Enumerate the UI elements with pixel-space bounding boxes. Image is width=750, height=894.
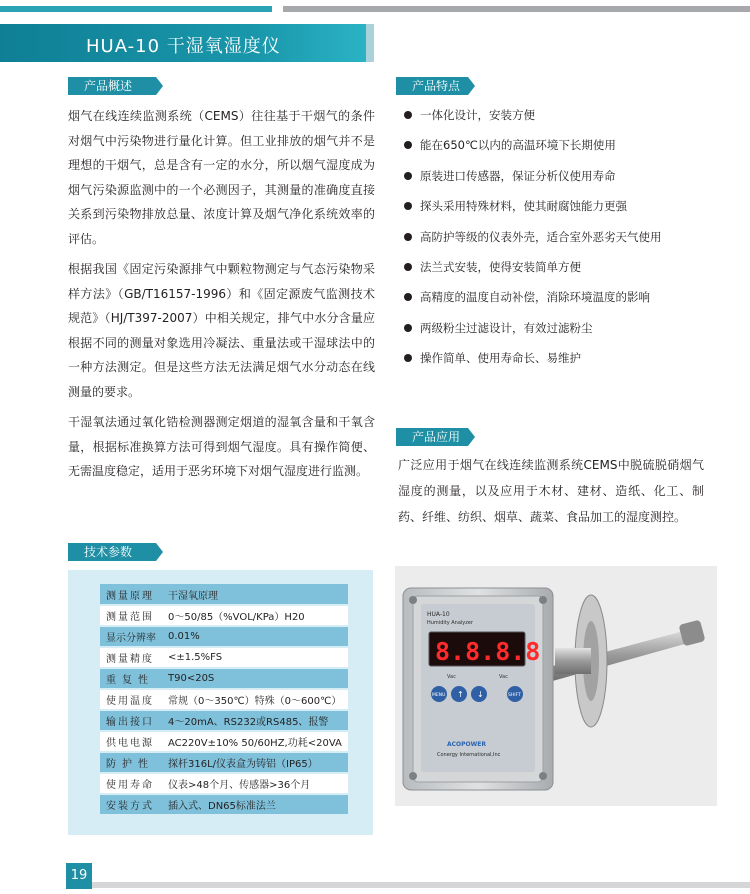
table-row: 显示分辨率 0.01% <box>100 626 348 647</box>
title-band <box>0 24 366 62</box>
feature-item: 高防护等级的仪表外壳，适合室外恶劣天气使用 <box>404 226 724 256</box>
overview-paragraph-1: 烟气在线连续监测系统（CEMS）往往基于干烟气的条件对烟气中污染物进行量化计算。但工业排放的烟气并不是理想的干烟气，总是含有一定的水分，所以烟气湿度成为烟气污染源监测中的一个必测因子，其测量的准确度直接关系到污染物排放总量、浓度计算及烟气净化系统效率的评估。 <box>68 109 375 246</box>
table-row: 测量精度 <±1.5%FS <box>100 647 348 668</box>
bullet-icon <box>404 293 412 301</box>
bullet-icon <box>404 263 412 271</box>
overview-paragraph-2: 根据我国《固定污染源排气中颗粒物测定与气态污染物采样方法》（GB/T16157-1996）和《固定源废气监测技术规范》（HJ/T397-2007）中相关规定，排气中水分含量应根据不同的测量对象选用冷凝法、重量法或干湿球法中的一种方法测定。但是这些方法无法满足烟气水分动态在线测量的要求。 <box>68 262 375 399</box>
top-accent-bar <box>0 6 272 12</box>
page-number: 19 <box>66 863 92 889</box>
feature-item: 两级粉尘过滤设计，有效过滤粉尘 <box>404 317 724 347</box>
bullet-icon <box>404 172 412 180</box>
device-model-label: HUA-10 <box>427 611 450 618</box>
table-row: 输出接口 4～20mA、RS232或RS485、报警 <box>100 710 348 731</box>
device-menu-button-label: MENU <box>432 693 446 698</box>
table-row: 重复性 T90<20S <box>100 668 348 689</box>
device-indicator-left: Vac <box>447 674 456 680</box>
section-heading-specs: 技术参数 <box>68 543 156 561</box>
device-display-reading: 8.8.8.8 <box>435 637 541 666</box>
device-brand-label: ACOPOWER <box>447 741 486 748</box>
page-title: HUA-10 干湿氧湿度仪 <box>86 36 281 57</box>
bullet-icon <box>404 324 412 332</box>
section-heading-application: 产品应用 <box>396 428 468 446</box>
bullet-icon <box>404 233 412 241</box>
table-row: 测量原理 干湿氧原理 <box>100 584 348 605</box>
feature-item: 探头采用特殊材料，使其耐腐蚀能力更强 <box>404 195 724 225</box>
table-row: 供电电源 AC220V±10% 50/60HZ,功耗<20VA <box>100 731 348 752</box>
feature-item: 操作简单、使用寿命长、易维护 <box>404 347 724 377</box>
feature-list <box>404 104 724 378</box>
overview-paragraph-3: 干湿氧法通过氧化锆检测器测定烟道的湿氧含量和干氧含量，根据标准换算方法可得到烟气湿度。具有操作简便、无需温度稳定，适用于恶劣环境下对烟气湿度进行监测。 <box>68 415 375 478</box>
feature-item: 原装进口传感器，保证分析仪使用寿命 <box>404 165 724 195</box>
section-heading-overview: 产品概述 <box>68 77 156 95</box>
table-row: 使用温度 常规（0～350℃）特殊（0～600℃） <box>100 689 348 710</box>
bullet-icon <box>404 111 412 119</box>
feature-item: 高精度的温度自动补偿，消除环境温度的影响 <box>404 286 724 316</box>
table-row: 防护性 探杆316L/仪表盒为铸铝（IP65） <box>100 752 348 773</box>
spec-table <box>100 584 348 816</box>
device-indicator-right: Vac <box>499 674 508 680</box>
table-row: 使用寿命 仪表>48个月、传感器>36个月 <box>100 773 348 794</box>
section-heading-features: 产品特点 <box>396 77 468 95</box>
feature-item: 能在650℃以内的高温环境下长期使用 <box>404 134 724 164</box>
device-shift-button-label: SHIFT <box>508 693 521 698</box>
svg-text:↑: ↑ <box>457 690 464 699</box>
application-paragraph: 广泛应用于烟气在线连续监测系统CEMS中脱硫脱硝烟气湿度的测量，以及应用于木材、建材、造纸、化工、制药、纤维、纺织、烟草、蔬菜、食品加工的湿度测控。 <box>398 458 704 524</box>
table-row: 测量范围 0～50/85（%VOL/KPa）H20 <box>100 605 348 626</box>
feature-item: 法兰式安装，使得安装简单方便 <box>404 256 724 286</box>
top-gray-bar <box>283 6 750 12</box>
device-company-label: Conergy International,Inc <box>437 752 501 758</box>
product-photo <box>395 566 717 806</box>
bullet-icon <box>404 354 412 362</box>
bottom-bar <box>92 882 750 888</box>
bullet-icon <box>404 141 412 149</box>
feature-item: 一体化设计，安装方便 <box>404 104 724 134</box>
table-row: 安装方式 插入式、DN65标准法兰 <box>100 794 348 815</box>
device-subtitle-label: Humidity Analyzer <box>427 620 474 626</box>
humidity-analyzer-illustration <box>395 566 717 806</box>
bullet-icon <box>404 202 412 210</box>
svg-text:↓: ↓ <box>477 690 484 699</box>
